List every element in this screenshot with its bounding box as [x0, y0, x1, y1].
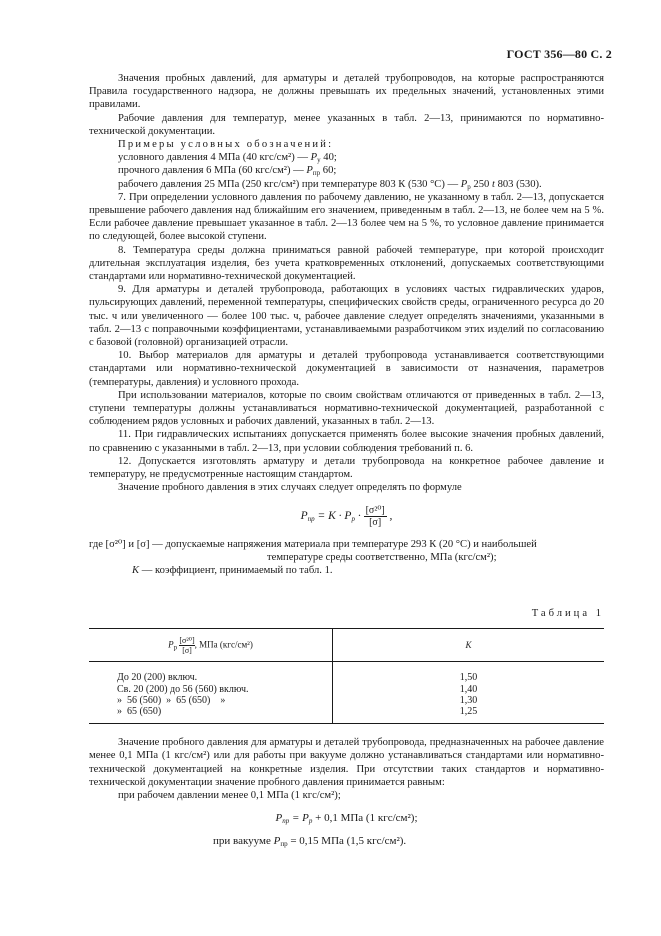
table-row [89, 684, 604, 695]
table-cell: 1,40 [459, 683, 478, 695]
table-row [89, 706, 604, 724]
numerator: [σ²⁰] [179, 635, 195, 645]
example-text: условного давления 4 МПа (40 кгс/см²) — [118, 152, 311, 164]
formula-legend [89, 538, 604, 578]
table-header-cell [89, 629, 333, 662]
symbol: P [310, 152, 318, 164]
table-cell: 1,50 [459, 672, 478, 684]
table-cell: До 20 (200) включ. [89, 662, 333, 684]
symbol: P [460, 178, 468, 190]
page-header: ГОСТ 356—80 С. 2 [506, 47, 612, 61]
paragraph: 12. Допускается изготовлять арматуру и детали трубопровода на конкретное рабочее давление и температуру, не предусмотренные настоящим стандартом. [89, 455, 604, 481]
example-line [89, 178, 604, 191]
table-row [89, 695, 604, 706]
table-1 [89, 628, 604, 724]
paragraph: Значение пробного давления для арматуры и деталей трубопровода, предназначенных на рабочее давление менее 0,1 МПа (1 кгс/см²) или для работы при вакууме должно устанавливаться стандартами или нормативно-технической документацией на конкретные изделия. При отсутствии таких стандартов и нормативно-технической документации значение пробного давления принимается равным: [89, 737, 604, 788]
symbol: P [275, 812, 283, 825]
formula-low-pressure [89, 812, 604, 825]
subscript: р [173, 643, 178, 652]
subscript: y [317, 156, 321, 165]
paragraph: при рабочем давлении менее 0,1 МПа (1 кгс/см²); [118, 789, 341, 801]
legend-line [89, 564, 604, 577]
symbol: P [273, 835, 281, 848]
paragraph: Значение пробного давления в этих случаях следует определять по формуле [118, 482, 462, 494]
symbol: P [306, 165, 313, 177]
legend-line: температуре среды соответственно, МПа (кгс/см²); [267, 551, 497, 563]
fraction [364, 505, 387, 528]
formula-part: = P [289, 812, 309, 825]
numerator: [σ²⁰] [365, 504, 385, 516]
formula-part: · [354, 509, 364, 522]
subscript: р [351, 514, 355, 523]
legend-line: где [σ²⁰] и [σ] — допускаемые напряжения материала при температуре 293 К (20 °С) и наибольшей [89, 538, 537, 550]
table-header-row [89, 629, 604, 662]
subscript: р [308, 817, 313, 826]
symbol: P [300, 509, 308, 522]
denominator: [σ] [182, 645, 192, 655]
fraction [179, 636, 194, 655]
example-value: 803 (530). [494, 178, 542, 190]
formula-part: = K · P [314, 509, 352, 522]
after-table-section [89, 736, 604, 848]
example-line [89, 151, 604, 164]
paragraph: 8. Температура среды должна приниматься равной рабочей температуре, при которой происходит длительная эксплуатация изделия, без учета кратковременных отклонений, допускаемых соответствующими стандартами или нормативно-технической документацией. [89, 244, 604, 283]
example-text: прочного давления 6 МПа (60 кгс/см²) — [118, 165, 307, 177]
subscript: р [467, 182, 471, 191]
formula-vacuum [89, 835, 604, 848]
table-cell: 1,30 [459, 694, 478, 706]
legend-text: — коэффициент, принимаемый по табл. 1. [139, 564, 333, 576]
table-cell: Св. 20 (200) до 56 (560) включ. [89, 684, 333, 695]
example-value: 60; [320, 165, 337, 177]
symbol: P [168, 639, 174, 650]
document-body [89, 72, 604, 849]
table-cell: » 65 (650) [89, 706, 333, 724]
paragraph: 11. При гидравлических испытаниях допускается применять более высокие значения пробных давлений, по сравнению с указанными в табл. 2—13, при условии соблюдения требований п. 6. [89, 429, 604, 454]
example-line [89, 164, 604, 177]
header-text: K [465, 639, 472, 650]
formula-part: , [386, 509, 393, 522]
formula-part: = 0,15 МПа (1,5 кгс/см²). [287, 835, 407, 848]
table-cell: 1,25 [333, 706, 605, 724]
paragraph: 9. Для арматуры и деталей трубопровода, работающих в условиях частых гидравлических ударов, пульсирующих давлений, переменной температуры, специфических свойств среды, ограниченного ресурса до 20 тыс. ч или увеличенного — более 100 тыс. ч, рабочее давление следует определять значениями, указанными в табл. 2—13 с поправочными коэффициентами, устанавливаемыми разработчиком этих изделий по согласованию с базовой (головной) организацией отрасли. [89, 284, 604, 349]
example-value: 40; [320, 152, 337, 164]
formula-part: + 0,1 МПа (1 кгс/см²); [312, 812, 418, 825]
table-row [89, 662, 604, 684]
example-value: 250 [470, 178, 492, 190]
formula-part: при вакууме [213, 835, 274, 848]
subscript: пр [312, 169, 321, 178]
paragraph: Рабочие давления для температур, менее указанных в табл. 2—13, принимаются по нормативно-технической документации. [89, 112, 604, 137]
table-caption: Таблица 1 [531, 608, 604, 620]
paragraph: При использовании материалов, которые по своим свойствам отличаются от приведенных в табл. 2—13, ступени температуры должны устанавливаться нормативно-технической документацией, разработанной с соблюдением рядов условных и рабочих давлений, указанных в табл. 2—13. [89, 389, 604, 428]
formula-test-pressure [89, 505, 604, 528]
example-text: рабочего давления 25 МПа (250 кгс/см²) при температуре 803 К (530 °С) — [118, 178, 461, 190]
paragraph: Значения пробных давлений, для арматуры и деталей трубопроводов, на которые распространяются Правила государственного надзора, не должны превышать их предельных значений, установленных этими правилами. [89, 73, 604, 111]
paragraph: 10. Выбор материалов для арматуры и деталей трубопровода устанавливается соответствующими стандартами или нормативно-технической документацией в зависимости от назначения, параметров (температуры, давления) и условного прохода. [89, 350, 604, 388]
symbol: t [491, 178, 495, 190]
subscript: пр [282, 817, 290, 826]
examples-title: Примеры условных обозначений: [118, 139, 334, 151]
table-header-cell [333, 629, 605, 662]
table-cell: » 56 (560) » 65 (650) » [89, 695, 333, 706]
subscript: пр [307, 514, 315, 523]
paragraph: 7. При определении условного давления по рабочему давлению, не указанному в табл. 2—13, допускается превышение рабочего давления над ближайшим его значением, приведенным в табл. 2—13, не более чем на 5 %. Если рабочее давление превышает указанное в табл. 2—13 более чем на 5 %, то условное давление принимается по следующей, более высокой ступени. [89, 191, 604, 243]
header-text: , МПа (кгс/см²) [194, 639, 253, 650]
symbol: K [132, 564, 140, 576]
denominator: [σ] [369, 516, 382, 528]
subscript: пр [280, 840, 288, 849]
